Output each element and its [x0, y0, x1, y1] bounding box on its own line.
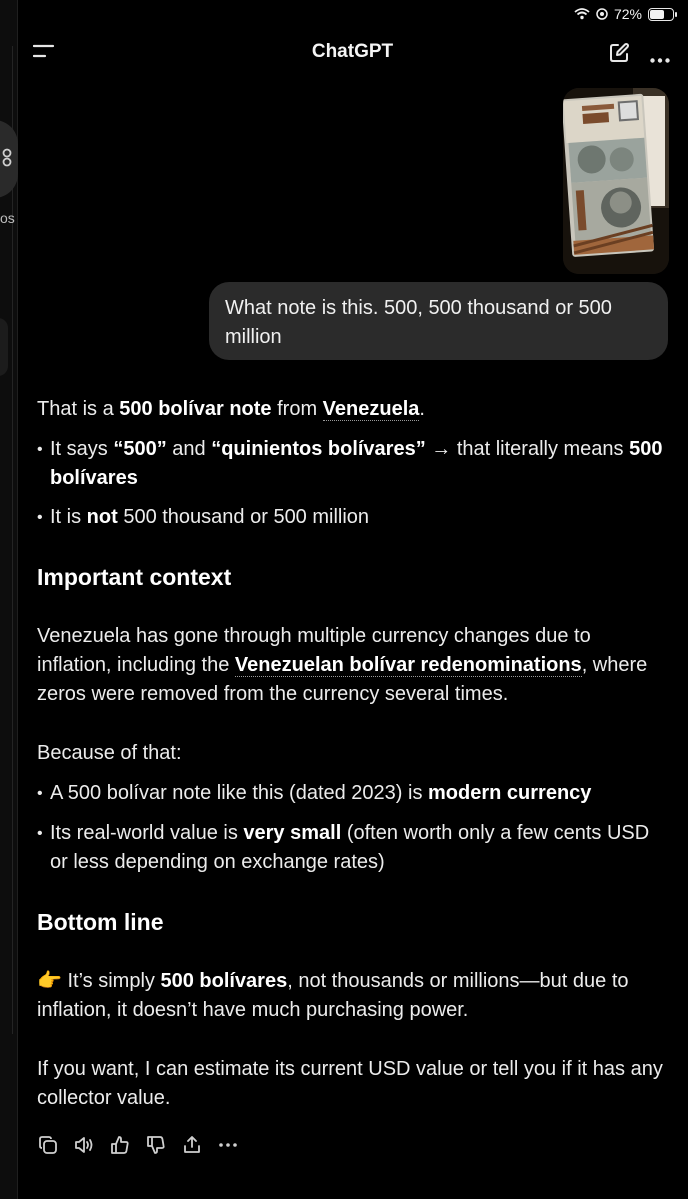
- user-message-bubble: What note is this. 500, 500 thousand or 500 million: [209, 282, 668, 360]
- redenomination-link[interactable]: Venezuelan bolívar redenominations: [234, 654, 582, 676]
- bold-text: 500 bolívares: [50, 438, 663, 489]
- text: .: [419, 398, 425, 420]
- venezuela-link[interactable]: Venezuela: [322, 398, 420, 420]
- status-bar: [574, 6, 674, 22]
- list-item: [37, 819, 667, 877]
- bold-text: 500 bolívar note: [119, 398, 272, 420]
- bold-text: 500 bolívares: [160, 970, 288, 992]
- text: (often worth only a few cents USD or less depending on exchange rates): [50, 822, 650, 873]
- share-icon[interactable]: [181, 1134, 203, 1156]
- list-item: [37, 503, 667, 532]
- bold-text: “500”: [113, 438, 167, 460]
- page-title: ChatGPT: [311, 41, 394, 62]
- bold-text: modern currency: [428, 782, 592, 804]
- context-paragraph: [37, 622, 667, 709]
- copy-icon[interactable]: [37, 1134, 59, 1156]
- text: , where zeros were removed from the currency several times.: [37, 654, 648, 705]
- text: Its real-world value is: [50, 822, 244, 844]
- bottom-line-paragraph: [37, 967, 667, 1025]
- text: , not thousands or millions—but due to inflation, it doesn’t have much purchasing power.: [37, 970, 629, 1021]
- speaker-icon[interactable]: [73, 1134, 95, 1156]
- app-header: [17, 30, 688, 76]
- assistant-message: [37, 395, 667, 1113]
- battery-percent: 72%: [613, 6, 642, 22]
- more-horizontal-icon[interactable]: [217, 1134, 239, 1156]
- sidebar-label: os: [0, 210, 15, 226]
- section-heading: Important context: [37, 564, 232, 590]
- bold-text: not: [86, 506, 118, 528]
- apps-icon: [2, 148, 12, 168]
- sidebar-card[interactable]: [0, 318, 8, 376]
- new-chat-icon[interactable]: [608, 42, 630, 69]
- section-heading: Bottom line: [37, 909, 164, 935]
- thumbs-down-icon[interactable]: [145, 1134, 167, 1156]
- pointing-hand-icon: 👉: [37, 970, 62, 992]
- banknote-photo: [563, 88, 669, 274]
- thumbs-up-icon[interactable]: [109, 1134, 131, 1156]
- because-paragraph: Because of that:: [37, 742, 182, 764]
- text: 500 thousand or 500 million: [117, 506, 370, 528]
- more-options-icon[interactable]: [650, 50, 670, 68]
- text: A 500 bolívar note like this (dated 2023) is: [50, 782, 429, 804]
- text: It is: [50, 506, 87, 528]
- text: and: [166, 438, 212, 460]
- text: → that literally means: [425, 438, 630, 460]
- list-item: [37, 435, 667, 493]
- text: That is a: [37, 398, 120, 420]
- text: It’s simply: [61, 970, 161, 992]
- list-item: [37, 779, 667, 808]
- text: Venezuela has gone through multiple currency changes due to inflation, including the: [37, 625, 591, 676]
- text: from: [271, 398, 323, 420]
- wifi-icon: [574, 8, 590, 20]
- battery-icon: [648, 8, 674, 21]
- attached-image[interactable]: [563, 88, 669, 274]
- intro-paragraph: [37, 395, 667, 424]
- bold-text: very small: [243, 822, 342, 844]
- text: It says: [50, 438, 114, 460]
- bold-text: “quinientos bolívares”: [211, 438, 426, 460]
- focus-icon: [596, 8, 608, 20]
- closing-paragraph: If you want, I can estimate its current USD value or tell you if it has any collector value.: [37, 1058, 663, 1109]
- message-actions: [37, 1134, 239, 1156]
